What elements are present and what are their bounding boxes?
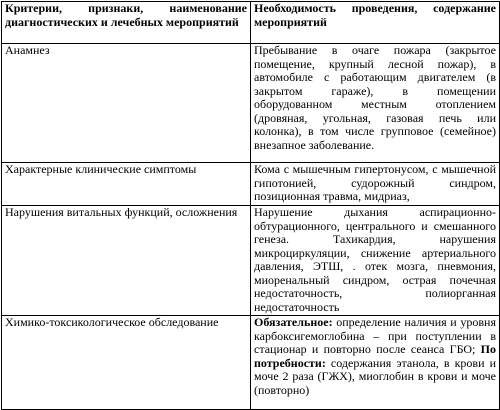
criterion-cell: Химико-токсикологическое обследование <box>2 316 251 410</box>
criterion-cell: Анамнез <box>2 44 251 163</box>
content-cell: Нарушение дыхания аспирационно-обтурационного, центрального и смешанного генеза. Тахикардия, нарушения микроциркуляции, снижение артериального давления, ЭТШ, . отек мозга, пневмония, миоренальный синдром, острая почечная недостаточность, полиорганная недостаточность <box>251 206 500 316</box>
content-cell: Пребывание в очаге пожара (закрытое помещение, крупный лесной пожар), в автомобиле с работающим двигателем (в закрытом гараже), в помещении оборудованном местным отоплением (дровяная, угольная, газовая печь или колонка), в том числе групповое (семейное) внезапное заболевание. <box>251 44 500 163</box>
header-criteria: Критерии, признаки, наименование диагностических и лечебных мероприятий <box>2 2 251 44</box>
criterion-cell: Характерные клинические симптомы <box>2 163 251 206</box>
criteria-table <box>1 1 500 410</box>
content-cell <box>251 316 500 410</box>
content-cell: Кома с мышечным гипертонусом, с мышечной гипотонией, судорожный синдром, позиционная травма, мидриаз, <box>251 163 500 206</box>
table-row <box>2 163 500 206</box>
table-row <box>2 44 500 163</box>
required-text: определение наличия и уровня карбоксигемоглобина – при поступлении в стационар и повторно после сеанса ГБО; <box>254 315 496 356</box>
table-row <box>2 206 500 316</box>
optional-label: По потребности: <box>254 342 496 370</box>
criterion-cell: Нарушения витальных функций, осложнения <box>2 206 251 316</box>
table-row <box>2 316 500 410</box>
optional-text: содержания этанола, в крови и моче 2 раза (ГЖХ), миоглобин в крови и моче (повторно) <box>254 355 496 397</box>
header-necessity: Необходимость проведения, содержание мероприятий <box>251 2 500 44</box>
table-header-row <box>2 2 500 44</box>
required-label: Обязательное: <box>254 315 333 329</box>
